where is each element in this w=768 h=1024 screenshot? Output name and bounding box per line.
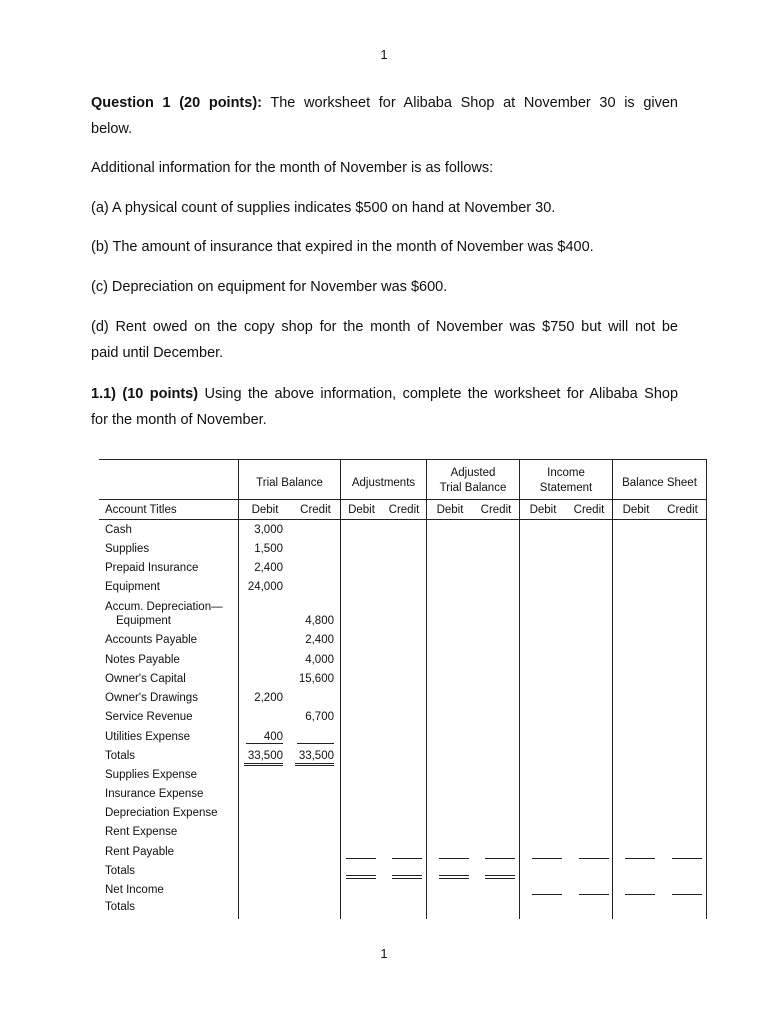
- row-title: Rent Payable: [105, 846, 175, 858]
- double-underline: [346, 878, 376, 879]
- item-d-line-1: (d) Rent owed on the copy shop for the month of November was $750 but will not be: [91, 319, 678, 335]
- row-credit: 15,600: [298, 673, 334, 685]
- double-underline: [392, 875, 422, 876]
- double-underline: [244, 765, 283, 766]
- page-number-bottom: 1: [380, 946, 388, 961]
- underline: [392, 858, 422, 859]
- double-underline: [392, 878, 422, 879]
- worksheet-divider: [340, 459, 341, 919]
- row-debit: 1,500: [254, 543, 283, 555]
- underline: [246, 743, 283, 744]
- question-1-line-1: [91, 90, 678, 116]
- row-debit: 24,000: [247, 581, 283, 593]
- question-1-1-line-1: [91, 381, 678, 407]
- row-title: Equipment: [116, 615, 171, 627]
- page-number-top: 1: [380, 47, 388, 62]
- underline: [532, 858, 562, 859]
- row-debit: 3,000: [254, 524, 283, 536]
- row-title: Totals: [105, 901, 136, 913]
- underline: [625, 894, 655, 895]
- adjustments-debit-header: Debit: [348, 504, 375, 516]
- double-underline: [295, 763, 334, 764]
- worksheet-table: [99, 459, 707, 919]
- question-1-1-heading: 1.1) (10 points): [91, 386, 199, 402]
- row-title: Owner's Drawings: [105, 692, 198, 704]
- trial-balance-debit-header: Debit: [251, 504, 279, 516]
- header-trial-balance: Trial Balance: [256, 477, 323, 489]
- question-1-1-line-2: for the month of November.: [91, 412, 267, 428]
- row-title: Cash: [105, 524, 132, 536]
- row-title: Service Revenue: [105, 711, 193, 723]
- item-b: (b) The amount of insurance that expired in the month of November was $400.: [91, 239, 594, 255]
- row-credit: 4,000: [305, 654, 334, 666]
- double-underline: [439, 878, 469, 879]
- underline: [532, 894, 562, 895]
- double-underline: [485, 878, 515, 879]
- row-debit: 2,200: [254, 692, 283, 704]
- row-title: Depreciation Expense: [105, 807, 218, 819]
- header-adjusted-line-1: Adjusted: [450, 467, 496, 479]
- header-income-line-1: Income: [547, 467, 585, 479]
- item-d-line-2: paid until December.: [91, 345, 224, 361]
- row-title: Totals: [105, 865, 136, 877]
- worksheet-divider: [519, 459, 520, 919]
- row-credit: 4,800: [305, 615, 334, 627]
- underline: [485, 858, 515, 859]
- underline: [672, 894, 702, 895]
- balance-credit-header: Credit: [667, 504, 698, 516]
- question-1-text: The worksheet for Alibaba Shop at November 30 is given: [270, 95, 678, 111]
- row-debit: 400: [263, 731, 283, 743]
- row-credit: 33,500: [298, 750, 334, 762]
- additional-info: Additional information for the month of November is as follows:: [91, 160, 494, 176]
- row-title: Prepaid Insurance: [105, 562, 199, 574]
- row-title: Notes Payable: [105, 654, 180, 666]
- worksheet-group-header-rule: [99, 499, 707, 500]
- row-debit: 2,400: [254, 562, 283, 574]
- income-credit-header: Credit: [573, 504, 605, 516]
- row-title: Net Income: [105, 884, 164, 896]
- row-title: Rent Expense: [105, 826, 178, 838]
- row-title: Equipment: [105, 581, 160, 593]
- question-1-heading: Question 1 (20 points):: [91, 95, 262, 111]
- double-underline: [439, 875, 469, 876]
- balance-debit-header: Debit: [622, 504, 650, 516]
- worksheet-top-rule: [99, 459, 707, 460]
- worksheet-column-header-rule: [99, 519, 707, 520]
- header-adjusted-line-2: Trial Balance: [439, 482, 507, 494]
- adjustments-credit-header: Credit: [388, 504, 420, 516]
- row-title: Insurance Expense: [105, 788, 204, 800]
- row-title: Supplies: [105, 543, 150, 555]
- item-a: (a) A physical count of supplies indicates $500 on hand at November 30.: [91, 200, 556, 216]
- adjusted-credit-header: Credit: [480, 504, 512, 516]
- row-credit: 6,700: [305, 711, 334, 723]
- double-underline: [485, 875, 515, 876]
- header-balance-sheet: Balance Sheet: [622, 477, 697, 489]
- worksheet-divider: [706, 459, 707, 919]
- row-credit: 2,400: [305, 634, 334, 646]
- underline: [579, 894, 609, 895]
- worksheet-divider: [426, 459, 427, 919]
- double-underline: [346, 875, 376, 876]
- adjusted-debit-header: Debit: [436, 504, 464, 516]
- header-adjustments: Adjustments: [351, 477, 416, 489]
- row-title: Accounts Payable: [105, 634, 198, 646]
- question-1-1-text: Using the above information, complete the worksheet for Alibaba Shop: [204, 386, 679, 402]
- underline: [579, 858, 609, 859]
- income-debit-header: Debit: [529, 504, 557, 516]
- row-title: Accum. Depreciation—: [105, 601, 223, 613]
- row-title: Utilities Expense: [105, 731, 191, 743]
- underline: [672, 858, 702, 859]
- row-title: Supplies Expense: [105, 769, 198, 781]
- double-underline: [295, 765, 334, 766]
- item-c: (c) Depreciation on equipment for November was $600.: [91, 279, 448, 295]
- underline: [439, 858, 469, 859]
- underline: [297, 743, 334, 744]
- trial-balance-credit-header: Credit: [300, 504, 331, 516]
- underline: [346, 858, 376, 859]
- row-title: Totals: [105, 750, 136, 762]
- row-title: Owner's Capital: [105, 673, 186, 685]
- header-account-titles: Account Titles: [105, 504, 177, 516]
- header-income-line-2: Statement: [539, 482, 593, 494]
- question-1-line-2: below.: [91, 121, 133, 137]
- worksheet-divider: [612, 459, 613, 919]
- row-debit: 33,500: [247, 750, 283, 762]
- double-underline: [244, 763, 283, 764]
- underline: [625, 858, 655, 859]
